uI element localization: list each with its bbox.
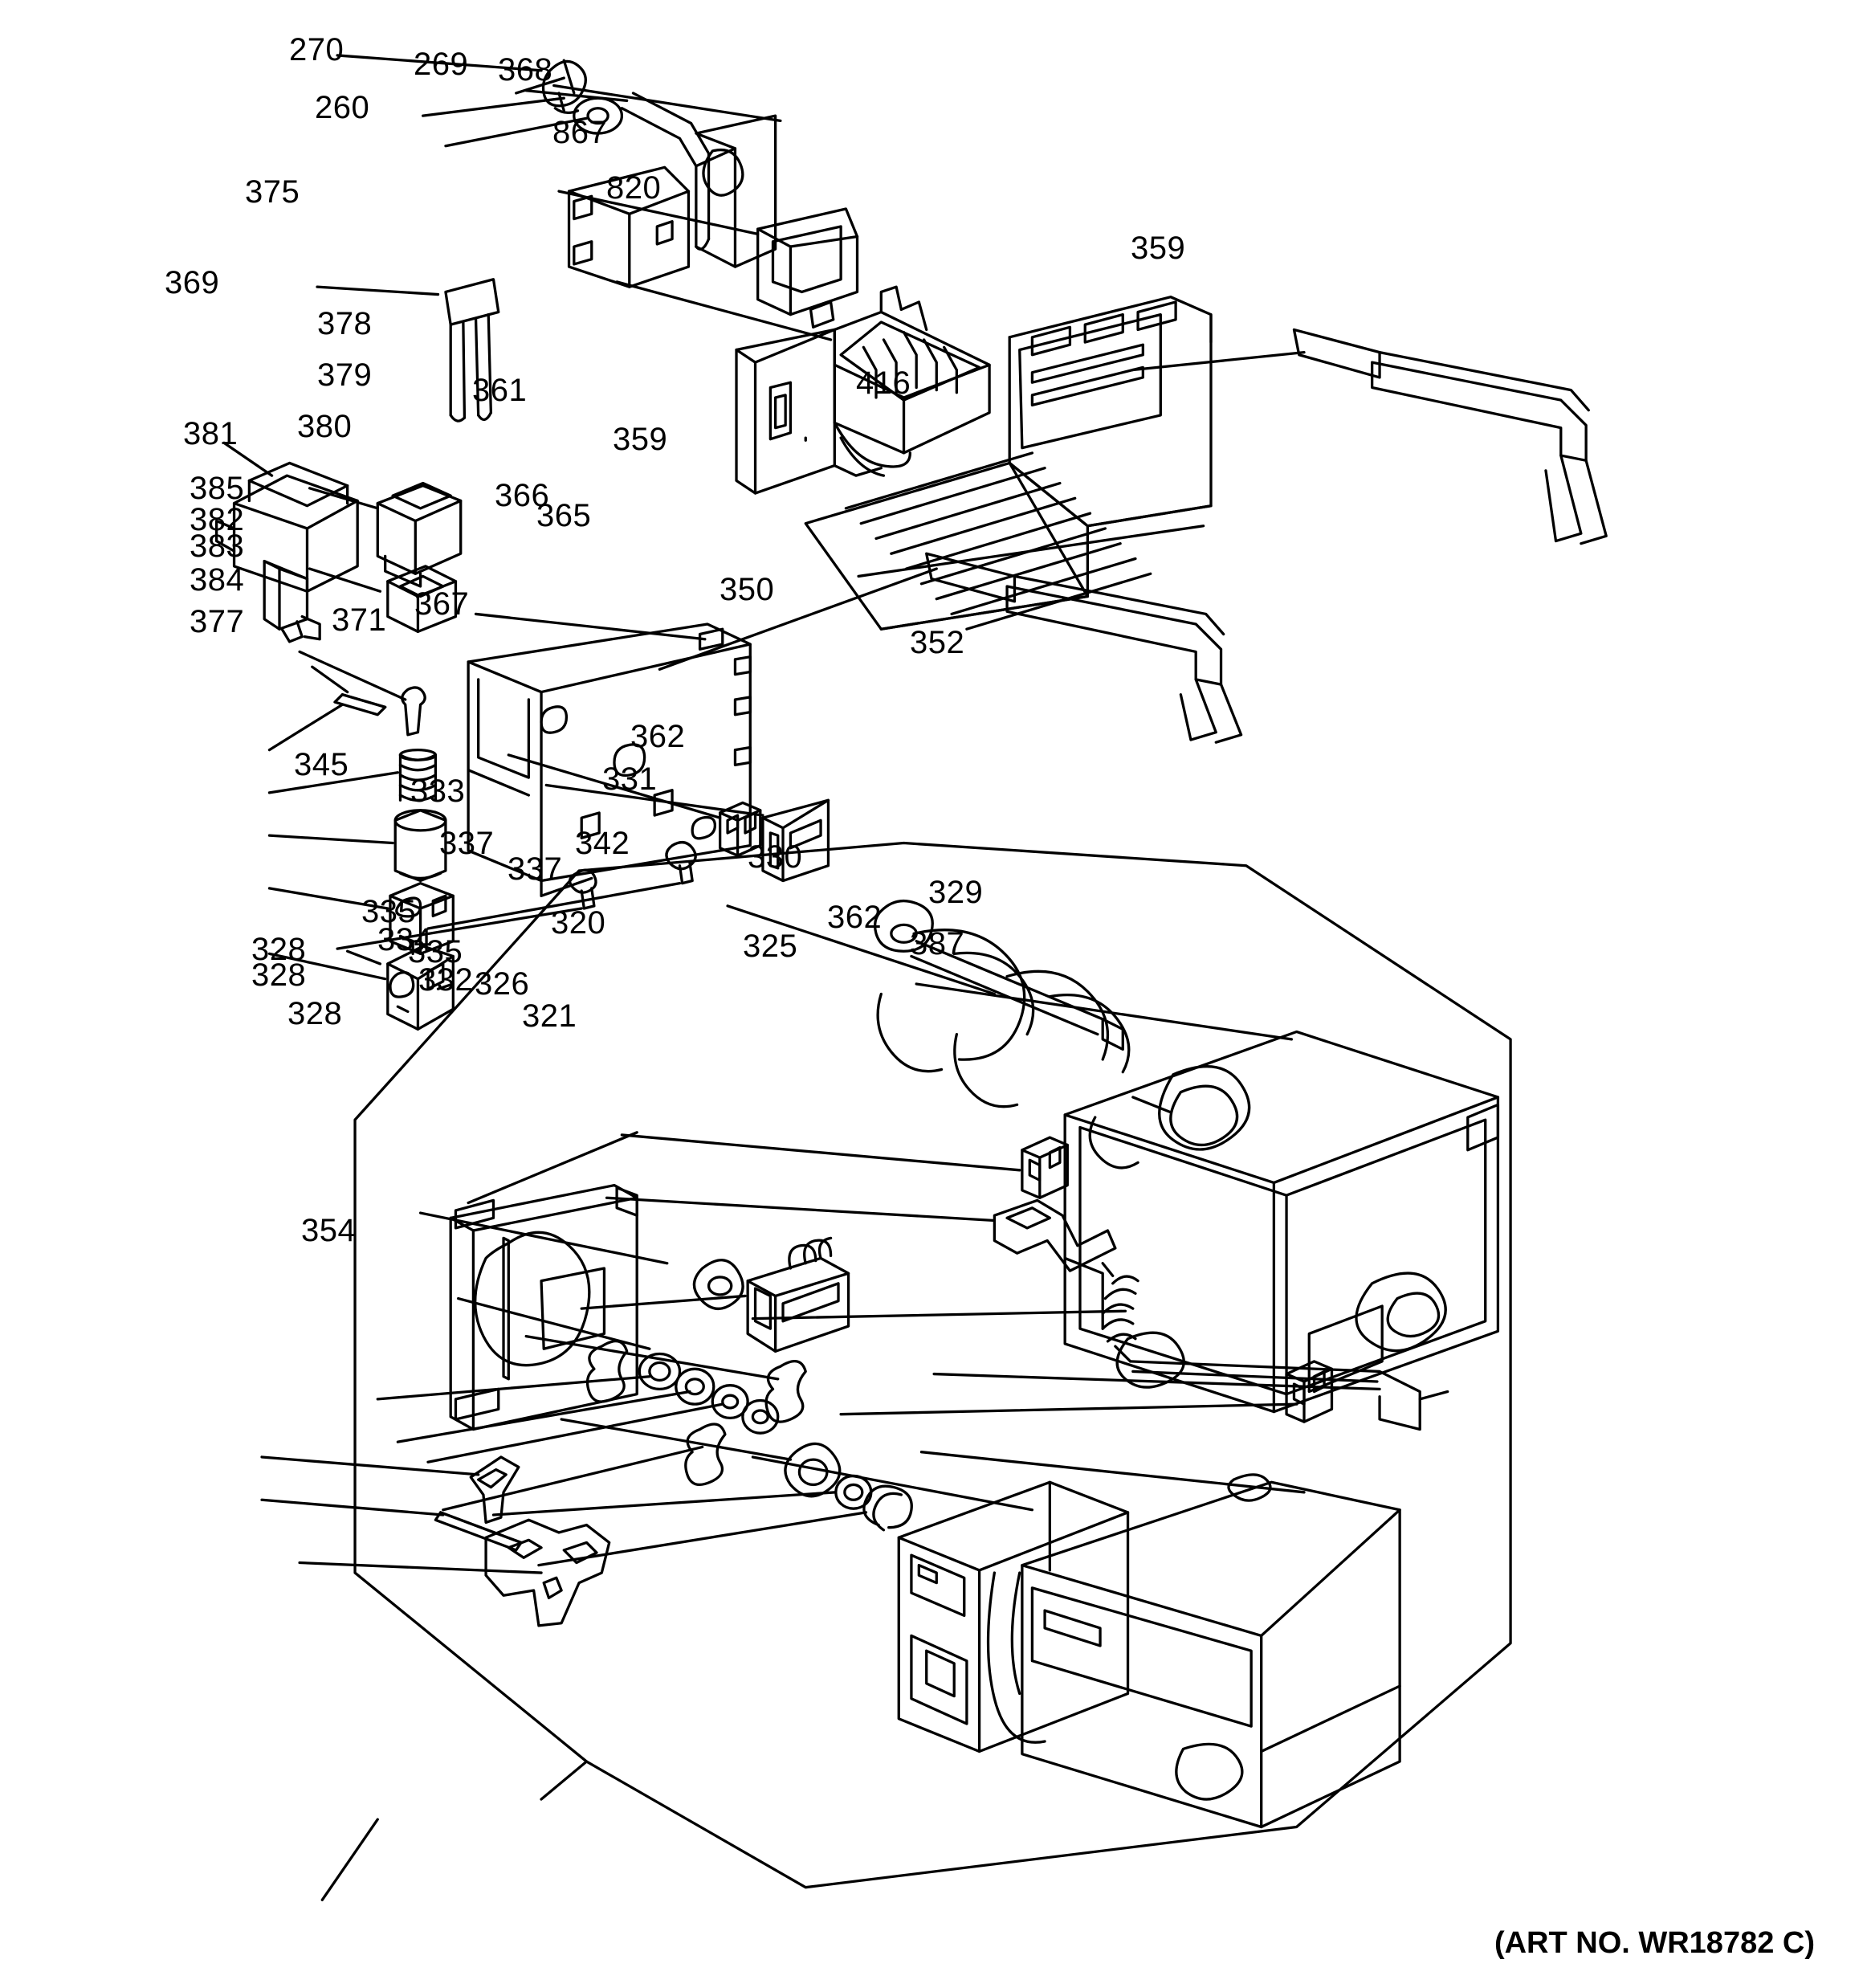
callout-384: 384 bbox=[190, 562, 245, 598]
callout-359-upper: 359 bbox=[1131, 231, 1186, 266]
callout-337-b: 337 bbox=[508, 851, 563, 887]
part-331-ejector-lever bbox=[994, 1200, 1115, 1271]
callout-337-a: 337 bbox=[439, 826, 495, 861]
part-332-paddle-b bbox=[686, 1424, 725, 1484]
part-320-bushing bbox=[785, 1443, 840, 1496]
callout-867: 867 bbox=[552, 115, 608, 150]
part-321-retaining-ring bbox=[864, 1486, 911, 1530]
callout-330: 330 bbox=[748, 839, 803, 875]
callout-377: 377 bbox=[190, 604, 245, 639]
callout-375: 375 bbox=[245, 174, 300, 210]
part-333-cam bbox=[694, 1260, 743, 1309]
part-416-freezer-shelf bbox=[805, 297, 1211, 630]
callout-350: 350 bbox=[720, 572, 775, 607]
part-387-dispenser-cover bbox=[1022, 1475, 1400, 1827]
callout-335-a: 335 bbox=[361, 894, 417, 929]
callout-328-b: 328 bbox=[251, 957, 307, 993]
callout-379: 379 bbox=[317, 357, 373, 393]
callout-416: 416 bbox=[856, 365, 911, 401]
part-359-shelf-rail-upper bbox=[1294, 329, 1606, 543]
part-334-washer bbox=[676, 1369, 714, 1404]
part-325-dispenser-module bbox=[899, 1482, 1127, 1751]
part-328-rod bbox=[435, 1512, 521, 1550]
part-383-sleeve bbox=[395, 810, 446, 881]
callout-269: 269 bbox=[414, 47, 469, 82]
callout-328-c: 328 bbox=[287, 996, 343, 1031]
part-380-plunger bbox=[402, 688, 425, 735]
callout-385: 385 bbox=[190, 471, 245, 506]
callout-334: 334 bbox=[377, 922, 433, 957]
part-359-shelf-rail-lower bbox=[927, 553, 1241, 742]
callout-378: 378 bbox=[317, 306, 373, 341]
callout-335-b: 335 bbox=[408, 934, 463, 970]
callout-333: 333 bbox=[410, 774, 466, 809]
callout-366: 366 bbox=[495, 478, 550, 513]
callout-371: 371 bbox=[332, 602, 387, 638]
callout-260: 260 bbox=[315, 90, 370, 125]
callout-820: 820 bbox=[606, 170, 662, 206]
callout-369: 369 bbox=[165, 265, 220, 300]
art-number-label: (ART NO. WR18782 C) bbox=[1494, 1926, 1815, 1960]
callout-332: 332 bbox=[418, 962, 474, 998]
callout-321: 321 bbox=[522, 998, 577, 1034]
callout-328-a: 328 bbox=[251, 932, 307, 967]
part-362-clip-upper bbox=[1022, 1137, 1067, 1198]
part-335-washer-b bbox=[743, 1400, 778, 1433]
callout-270: 270 bbox=[289, 32, 344, 67]
callout-345: 345 bbox=[294, 747, 349, 782]
callout-380: 380 bbox=[297, 409, 353, 444]
callout-381: 381 bbox=[183, 416, 238, 451]
callout-361: 361 bbox=[472, 373, 528, 408]
callout-359-lower: 359 bbox=[613, 422, 668, 457]
callout-352: 352 bbox=[910, 625, 965, 660]
callout-383: 383 bbox=[190, 529, 245, 564]
callout-329: 329 bbox=[928, 875, 984, 910]
callout-342: 342 bbox=[575, 826, 630, 861]
callout-367: 367 bbox=[414, 586, 470, 622]
callout-354: 354 bbox=[301, 1213, 357, 1248]
callout-326: 326 bbox=[475, 966, 530, 1002]
callout-368: 368 bbox=[498, 52, 553, 88]
part-342-actuator-block bbox=[748, 1238, 848, 1351]
part-378-solenoid bbox=[377, 484, 460, 586]
callout-320: 320 bbox=[551, 905, 606, 941]
leader-lines bbox=[224, 55, 1380, 1900]
callout-387: 387 bbox=[910, 926, 965, 961]
callout-331: 331 bbox=[602, 761, 658, 797]
part-337-paddle-c bbox=[766, 1361, 805, 1422]
part-352-ice-storage-bin bbox=[1065, 1031, 1498, 1411]
part-867-ice-tray bbox=[758, 209, 858, 327]
callout-325: 325 bbox=[743, 929, 798, 964]
callout-362-lower: 362 bbox=[827, 900, 883, 935]
callout-362-upper: 362 bbox=[630, 719, 686, 754]
callout-382: 382 bbox=[190, 502, 245, 537]
callout-365: 365 bbox=[536, 498, 592, 533]
